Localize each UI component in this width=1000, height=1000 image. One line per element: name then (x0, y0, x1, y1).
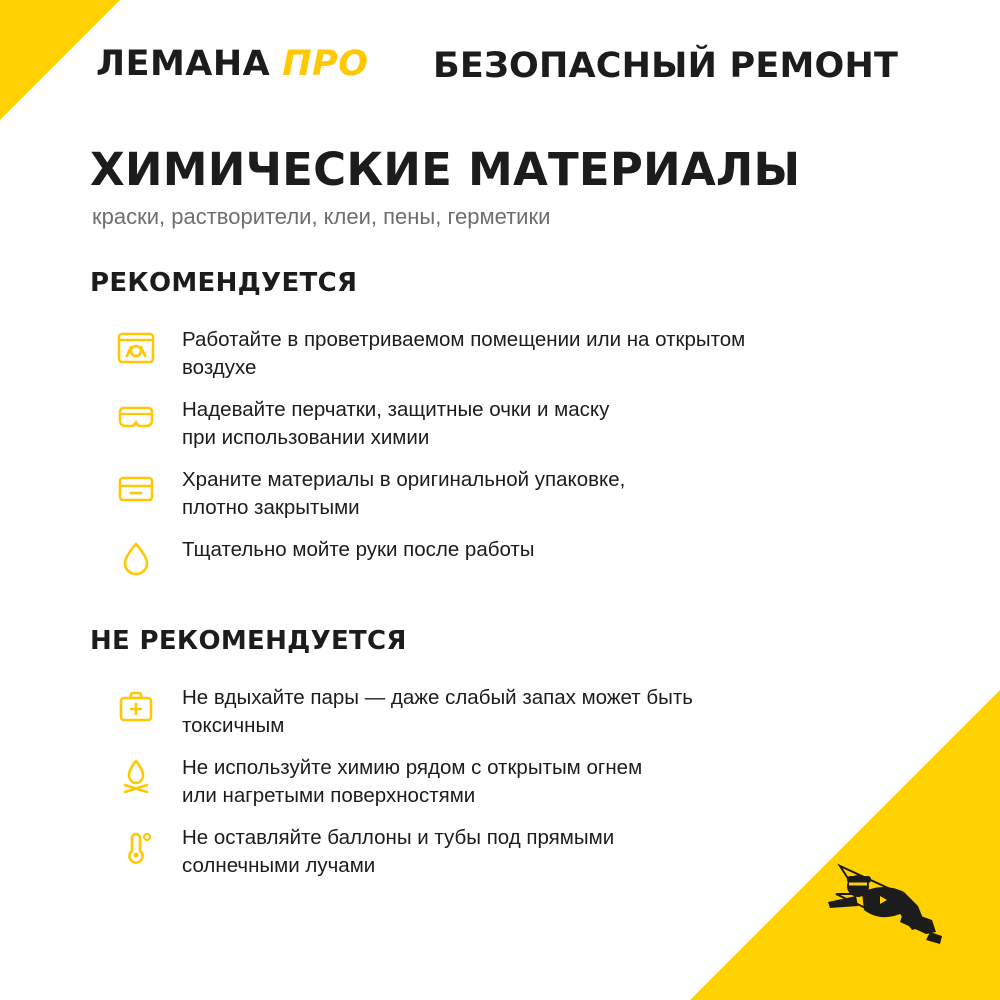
list-item-text (182, 464, 625, 522)
open-flame-icon (90, 752, 182, 798)
flying-worker-mascot (800, 848, 960, 958)
ventilation-window-icon (90, 324, 182, 370)
list-item-line1: Тщательно мойте руки после работы (182, 538, 535, 561)
page-title: ХИМИЧЕСКИЕ МАТЕРИАЛЫ (90, 143, 801, 196)
list-item-text (182, 394, 609, 452)
list-item-line1: Не вдыхайте пары — даже слабый запах может быть (182, 686, 693, 709)
section-recommended (90, 268, 920, 604)
list-item-text (182, 534, 535, 564)
list-item-line1: Не оставляйте баллоны и тубы под прямыми (182, 826, 615, 849)
list-item-line2: плотно закрытыми (182, 496, 360, 519)
list-item (90, 822, 920, 880)
safety-goggles-icon (90, 394, 182, 440)
water-drop-icon (90, 534, 182, 580)
list-item-text (182, 822, 614, 880)
storage-box-icon (90, 464, 182, 510)
list-item-text (182, 682, 693, 740)
list-item-line1: Не используйте химию рядом с открытым огнем (182, 756, 643, 779)
list-item (90, 464, 920, 522)
list-item-line1: Работайте в проветриваемом помещении или на открытом (182, 328, 746, 351)
first-aid-kit-icon (90, 682, 182, 728)
logo-text-pro: ПРО (282, 44, 369, 84)
list-item-line2: токсичным (182, 714, 285, 737)
header (0, 38, 1000, 94)
thermometer-sun-icon (90, 822, 182, 868)
list-item (90, 752, 920, 810)
list-item (90, 324, 920, 382)
section-not-recommended (90, 626, 920, 892)
page-subtitle: краски, растворители, клеи, пены, герметики (92, 204, 551, 229)
section-heading-recommended: РЕКОМЕНДУЕТСЯ (90, 268, 358, 298)
list-item-line2: солнечными лучами (182, 854, 376, 877)
list-item-line1: Надевайте перчатки, защитные очки и маску (182, 398, 610, 421)
list-item-line1: Храните материалы в оригинальной упаковке, (182, 468, 626, 491)
campaign-title: БЕЗОПАСНЫЙ РЕМОНТ (433, 46, 899, 86)
list-item-line2: при использовании химии (182, 426, 430, 449)
list-item-line2: воздухе (182, 356, 257, 379)
list-item-text (182, 324, 745, 382)
logo-text-main: ЛЕМАНА (96, 44, 271, 84)
list-item-line2: или нагретыми поверхностями (182, 784, 476, 807)
list-item (90, 682, 920, 740)
brand-logo (96, 44, 368, 84)
list-item (90, 394, 920, 452)
section-heading-not-recommended: НЕ РЕКОМЕНДУЕТСЯ (90, 626, 407, 656)
list-item-text (182, 752, 642, 810)
list-item (90, 534, 920, 592)
